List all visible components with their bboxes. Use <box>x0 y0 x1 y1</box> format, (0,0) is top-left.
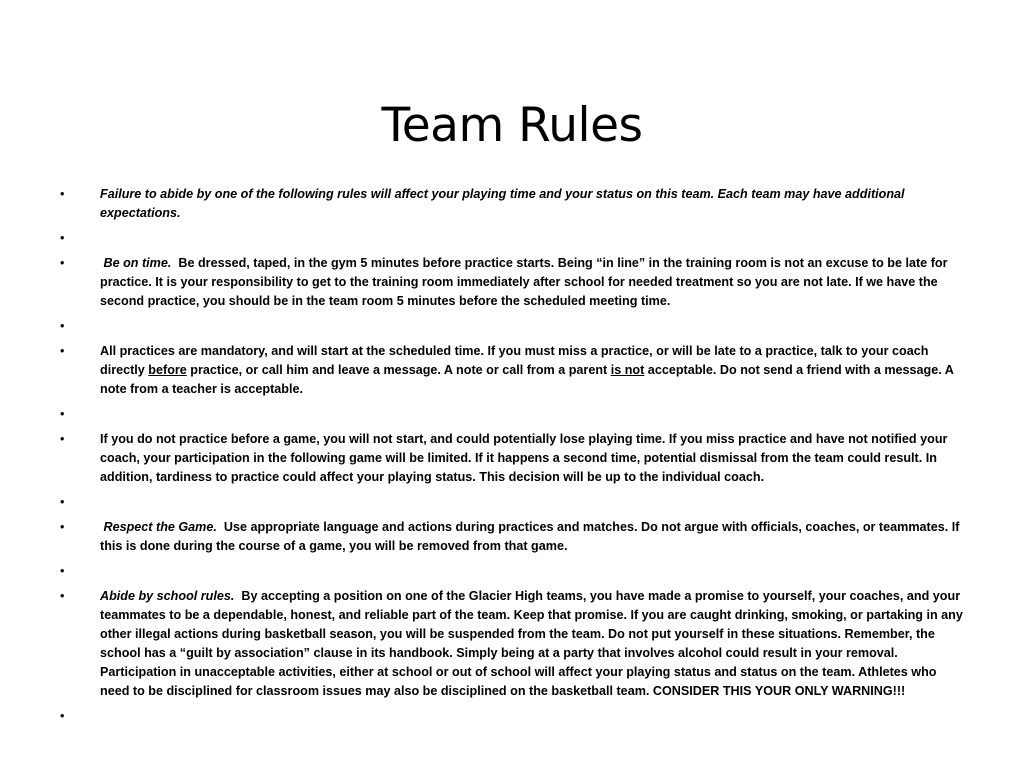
bullet-icon: • <box>60 564 65 578</box>
list-item-empty <box>60 493 965 512</box>
bullet-icon: • <box>60 319 65 333</box>
intro-text: Failure to abide by one of the following rules will affect your playing time and your status on this team. Each team may have additional expectations. <box>100 187 905 220</box>
bullet-icon: • <box>60 344 65 358</box>
list-item-empty <box>60 707 965 726</box>
bullet-icon: • <box>60 495 65 509</box>
bullet-icon: • <box>60 520 65 534</box>
rules-list <box>60 185 965 732</box>
underlined-is-not: is not <box>610 363 645 377</box>
rule-text-school-rules: By accepting a position on one of the Glacier High teams, you have made a promise to yourself, your coaches, and your teammates to be a dependable, honest, and reliable part of the team. Keep that promise. If you are caught drinking, smoking, or partaking in any other illegal actions during basketball season, you will be suspended from the team. Do not put yourself in these situations. Remember, the school has a “guilt by association” clause in its handbook. Simply being at a party that involves alcohol could result in your removal. Participation in unacceptable activities, either at school or out of school will affect your playing status and status on the team. Athletes who need to be disciplined for classroom issues may also be disciplined on the basketball team. CONSIDER THIS YOUR ONLY WARNING!!! <box>100 589 963 698</box>
rule-text-no-practice: If you do not practice before a game, you will not start, and could potentially lose playing time. If you miss practice and have not notified your coach, your participation in the following game will be limited. If it happens a second time, potential dismissal from the team could result. In addition, tardiness to practice could affect your playing status. This decision will be up to the individual coach. <box>100 432 948 484</box>
bullet-icon: • <box>60 709 65 723</box>
bullet-icon: • <box>60 432 65 446</box>
rule-text-mandatory-1: All practices are mandatory, and will start at the scheduled time. If you must miss a practice, or will be late to a practice, talk to your coach directly <box>100 344 929 377</box>
rule-heading-respect: Respect the Game. <box>103 520 217 534</box>
page-title: Team Rules <box>381 98 643 154</box>
rule-text-respect: Use appropriate language and actions during practices and matches. Do not argue with officials, coaches, or teammates. If this is done during the course of a game, you will be removed from that game. <box>100 520 960 553</box>
bullet-icon: • <box>60 187 65 201</box>
underlined-before: before <box>148 363 187 377</box>
rule-heading-school-rules: Abide by school rules. <box>100 589 235 603</box>
list-item-intro <box>60 185 965 223</box>
rule-text-mandatory-2: practice, or call him and leave a message. A note or call from a parent <box>186 363 611 377</box>
list-item-empty <box>60 562 965 581</box>
bullet-icon: • <box>60 256 65 270</box>
list-item-mandatory-practices <box>60 342 965 399</box>
rule-text-be-on-time: Be dressed, taped, in the gym 5 minutes before practice starts. Being “in line” in the training room is not an excuse to be late for practice. It is your responsibility to get to the training room immediately after school for needed treatment so you are not late. If we have the second practice, you should be in the team room 5 minutes before the scheduled meeting time. <box>100 256 948 308</box>
list-item-respect-the-game <box>60 518 965 556</box>
list-item-be-on-time <box>60 254 965 311</box>
list-item-empty <box>60 405 965 424</box>
rule-heading-be-on-time: Be on time. <box>103 256 172 270</box>
list-item-no-practice <box>60 430 965 487</box>
bullet-icon: • <box>60 231 65 245</box>
rule-text-mandatory-3: acceptable. Do not send a friend with a message. A note from a teacher is acceptable. <box>100 363 954 396</box>
list-item-empty <box>60 229 965 248</box>
list-item-empty <box>60 317 965 336</box>
list-item-school-rules <box>60 587 965 701</box>
bullet-icon: • <box>60 589 65 603</box>
bullet-icon: • <box>60 407 65 421</box>
